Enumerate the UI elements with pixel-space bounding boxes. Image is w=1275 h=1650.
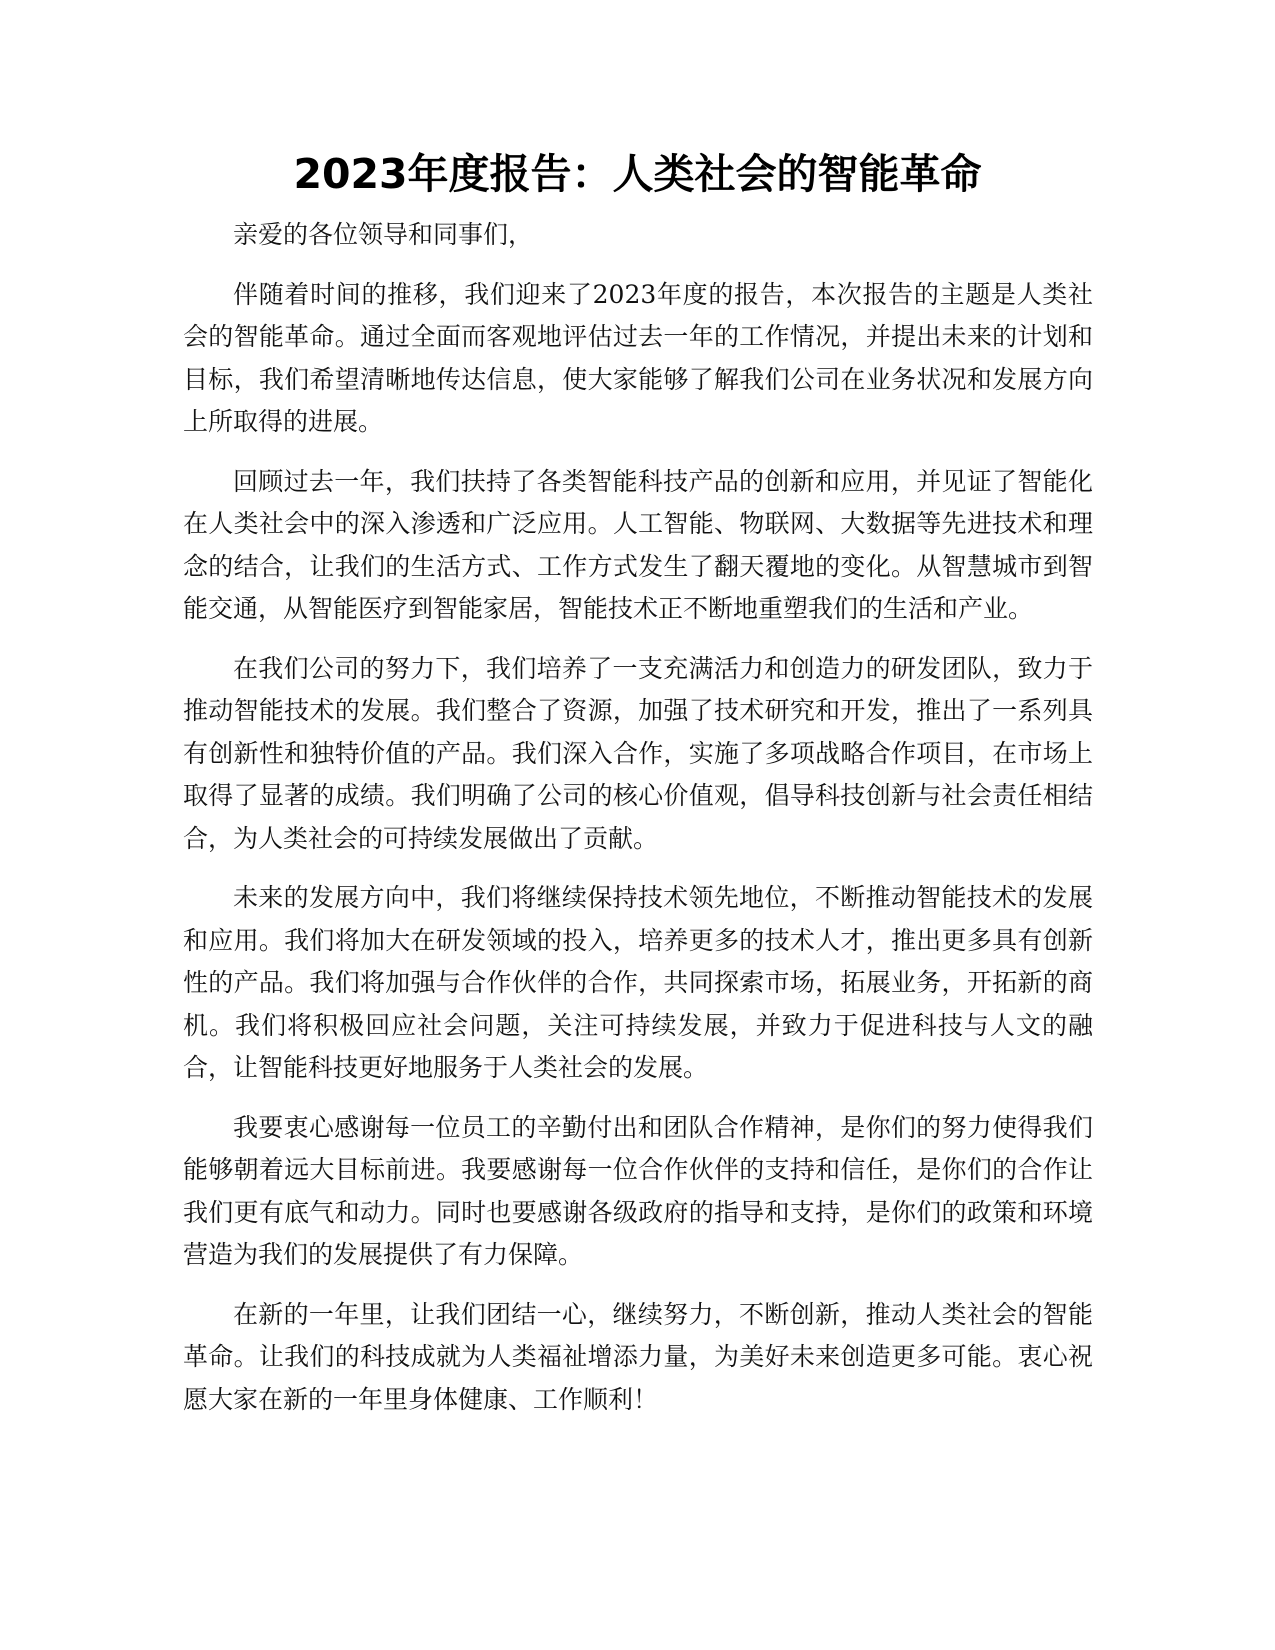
thanks-paragraph: 我要衷心感谢每一位员工的辛勤付出和团队合作精神，是你们的努力使得我们能够朝着远大目标前进。我要感谢每一位合作伙伴的支持和信任，是你们的合作让我们更有底气和动力。同时也要感谢各级政府的指导和支持，是你们的政策和环境营造为我们的发展提供了有力保障。 — [183, 1112, 1093, 1269]
future-direction-paragraph: 未来的发展方向中，我们将继续保持技术领先地位，不断推动智能技术的发展和应用。我们将加大在研发领域的投入，培养更多的技术人才，推出更多具有创新性的产品。我们将加强与合作伙伴的合作，共同探索市场，拓展业务，开拓新的商机。我们将积极回应社会问题，关注可持续发展，并致力于促进科技与人文的融合，让智能科技更好地服务于人类社会的发展。 — [183, 883, 1093, 1082]
review-paragraph: 回顾过去一年，我们扶持了各类智能科技产品的创新和应用，并见证了智能化在人类社会中的深入渗透和广泛应用。人工智能、物联网、大数据等先进技术和理念的结合，让我们的生活方式、工作方式发生了翻天覆地的变化。从智慧城市到智能交通，从智能医疗到智能家居，智能技术正不断地重塑我们的生活和产业。 — [183, 466, 1093, 623]
document-title: 2023年度报告：人类社会的智能革命 — [293, 150, 982, 198]
intro-paragraph: 伴随着时间的推移，我们迎来了2023年度的报告，本次报告的主题是人类社会的智能革命。通过全面而客观地评估过去一年的工作情况，并提出未来的计划和目标，我们希望清晰地传达信息，使大家能够了解我们公司在业务状况和发展方向上所取得的进展。 — [183, 279, 1093, 436]
greeting-paragraph: 亲爱的各位领导和同事们， — [233, 220, 534, 249]
achievements-paragraph: 在我们公司的努力下，我们培养了一支充满活力和创造力的研发团队，致力于推动智能技术的发展。我们整合了资源，加强了技术研究和开发，推出了一系列具有创新性和独特价值的产品。我们深入合作，实施了多项战略合作项目，在市场上取得了显著的成绩。我们明确了公司的核心价值观，倡导科技创新与社会责任相结合，为人类社会的可持续发展做出了贡献。 — [183, 653, 1093, 853]
document-body — [183, 214, 1093, 1438]
closing-paragraph: 在新的一年里，让我们团结一心，继续努力，不断创新，推动人类社会的智能革命。让我们的科技成就为人类福祉增添力量，为美好未来创造更多可能。衷心祝愿大家在新的一年里身体健康、工作顺利！ — [183, 1299, 1093, 1414]
